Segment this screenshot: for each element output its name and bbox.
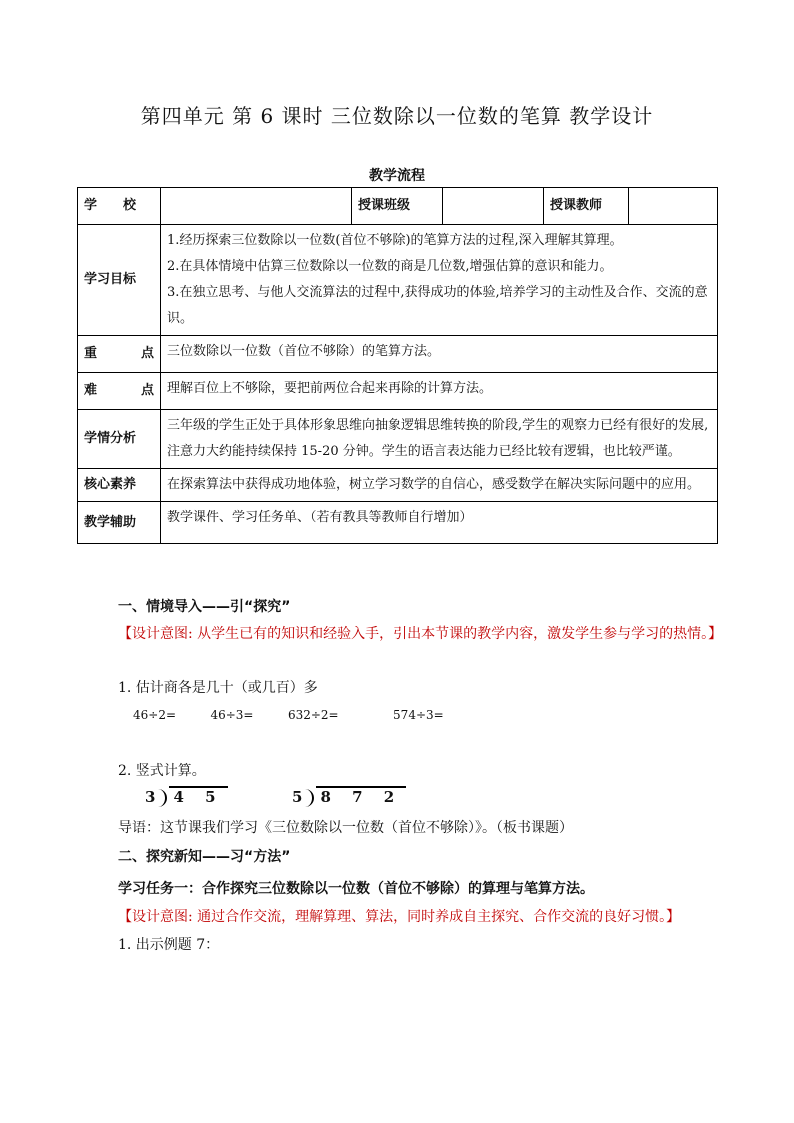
teacher-label: 授课教师 [544,188,629,225]
table-title: 教学流程 [369,168,425,184]
difficulty-text: 理解百位上不够除，要把前两位合起来再除的计算方法。 [161,373,718,410]
difficulty-label: 难 点 [78,373,161,410]
core-literacy-label: 核心素养 [78,469,161,502]
section1-heading: 一、情境导入——引“探究” [118,599,291,615]
analysis-text: 三年级的学生正处于具体形象思维向抽象逻辑思维转换的阶段,学生的观察力已经有很好的发展,注意力大约能持续保持 15-20 分钟。学生的语言表达能力已经比较有逻辑，也比较严谨。 [161,410,718,469]
calc-item: 574÷3= [393,708,444,722]
school-label: 学 校 [78,188,161,225]
teaching-aid-label: 教学辅助 [78,502,161,544]
calc-item: 46÷3= [210,708,254,722]
teacher-value [629,188,718,225]
long-division-row [145,786,755,807]
key-point-label: 重 点 [78,336,161,373]
section2-heading: 二、探究新知——习“方法” [118,849,291,865]
lead-in-text: 导语：这节课我们学习《三位数除以一位数（首位不够除）》。（板书课题） [118,820,573,836]
goal-item: 3.在独立思考、与他人交流算法的过程中,获得成功的体验,培养学习的主动性及合作、交流的意识。 [167,285,708,326]
teaching-aid-text: 教学课件、学习任务单、（若有教具等教师自行增加） [161,502,718,544]
lesson-info-table [77,187,718,544]
goals-cell [161,225,718,336]
goals-label: 学习目标 [78,225,161,336]
section2-intent: 【设计意图: 通过合作交流，理解算理、算法，同时养成自主探究、合作交流的良好习惯。】 [118,909,681,925]
goal-item: 1.经历探索三位数除以一位数(首位不够除)的笔算方法的过程,深入理解其算理。 [167,233,623,248]
vertical-calc-item: 2. 竖式计算。 [118,763,206,779]
class-label: 授课班级 [352,188,443,225]
class-value [443,188,544,225]
goal-item: 2.在具体情境中估算三位数除以一位数的商是几位数,增强估算的意识和能力。 [167,259,613,274]
estimate-calcs [133,707,743,723]
long-division-2: 5 8 7 2 [292,786,406,807]
learning-task-1: 学习任务一：合作探究三位数除以一位数（首位不够除）的算理与笔算方法。 [118,881,594,897]
core-literacy-text: 在探索算法中获得成功地体验，树立学习数学的自信心，感受数学在解决实际问题中的应用。 [161,469,718,502]
analysis-label: 学情分析 [78,410,161,469]
school-value [161,188,352,225]
calc-item: 632÷2= [287,708,339,722]
page-title: 第四单元 第 6 课时 三位数除以一位数的笔算 教学设计 [140,104,654,128]
key-point-text: 三位数除以一位数（首位不够除）的笔算方法。 [161,336,718,373]
estimate-item: 1. 估计商各是几十（或几百）多 [118,680,318,696]
example-item: 1. 出示例题 7： [118,937,220,953]
long-division-1: 3 4 5 [145,786,228,807]
section1-intent: 【设计意图: 从学生已有的知识和经验入手，引出本节课的教学内容，激发学生参与学习的热情。】 [118,626,723,642]
calc-item: 46÷2= [133,708,177,722]
